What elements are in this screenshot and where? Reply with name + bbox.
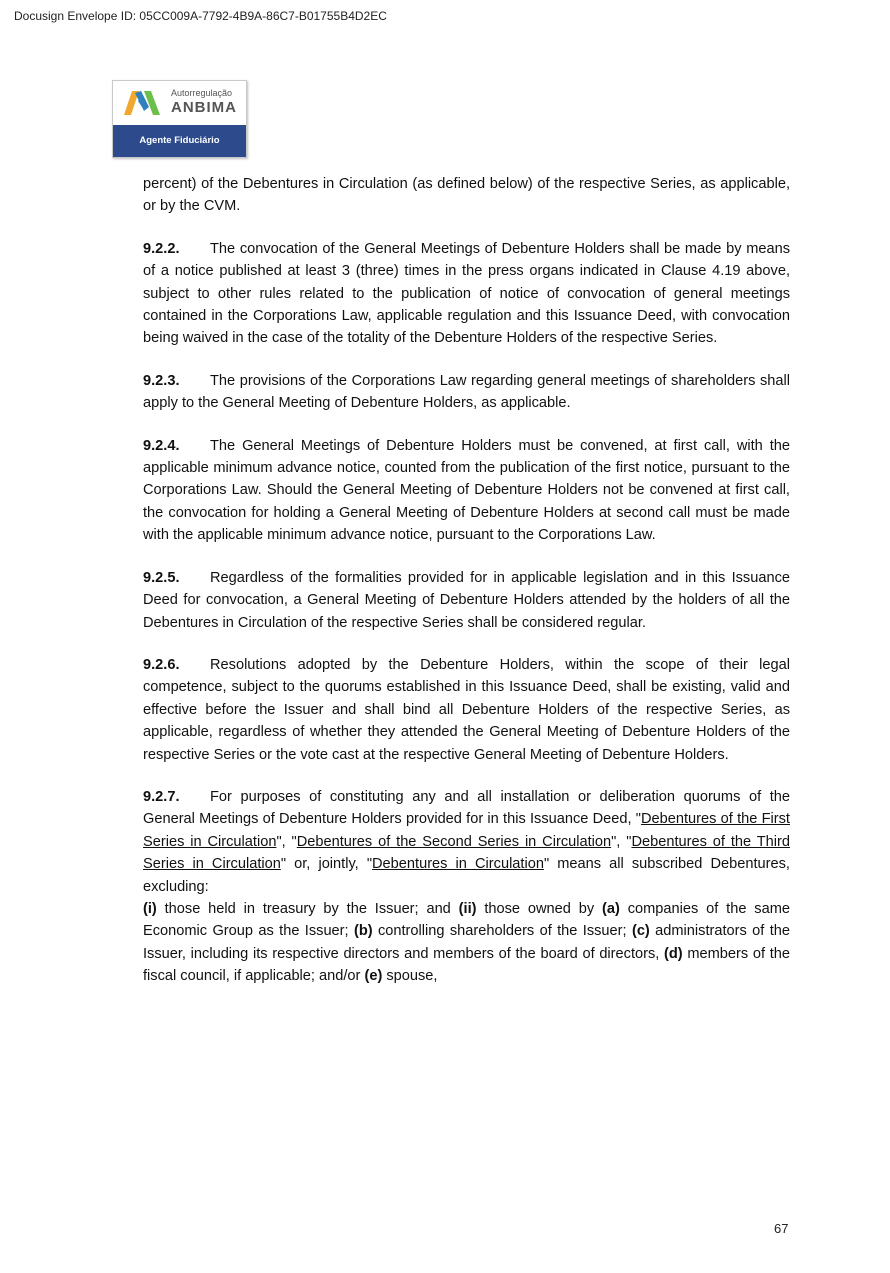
clause-9-2-4 xyxy=(143,435,790,547)
exclusion-list xyxy=(143,898,790,988)
clause-text: ", " xyxy=(276,833,297,850)
clause-9-2-7 xyxy=(143,786,790,898)
clause-number: 9.2.7. xyxy=(143,788,180,805)
clause-text: Resolutions adopted by the Debenture Holders, within the scope of their legal competence, subject to the quorums established in this Issuance Deed, shall be existing, valid and effective before the Issuer and shall bind all Debenture Holders of the respective Series, as applicable, regardless of whether they attended the General Meeting of Debenture Holders of the respective Series or the vote cast at the respective General Meeting of Debenture Holders. xyxy=(143,656,790,763)
item-text: administrators of the Issuer, including its respective directors and members of the board of directors, xyxy=(143,923,790,962)
defined-term: Debentures of the First Series in Circulation xyxy=(143,811,790,850)
logo-banner: Agente Fiduciário xyxy=(113,125,246,157)
item-text: members of the fiscal council, if applicable; and/or xyxy=(143,945,790,985)
defined-term: Debentures of the Second Series in Circulation xyxy=(296,833,612,850)
document-body xyxy=(143,173,790,1008)
item-text: those owned by xyxy=(476,900,603,917)
page-number: 67 xyxy=(774,1221,789,1236)
defined-term: Debentures of the Third Series in Circulation xyxy=(143,833,790,873)
logo-subtitle: Autorregulação xyxy=(171,88,233,98)
item-text: companies of the same Economic Group as the Issuer; xyxy=(143,900,790,940)
docusign-envelope-id: Docusign Envelope ID: 05CC009A-7792-4B9A-86C7-B01755B4D2EC xyxy=(14,9,387,23)
item-label: (c) xyxy=(631,923,650,940)
clause-9-2-2 xyxy=(143,238,790,350)
clause-text: The convocation of the General Meetings of Debenture Holders shall be made by means of a notice published at least 3 (three) times in the press organs indicated in Clause 4.19 above, subject to other rules related to the publication of notice of convocation of general meetings contained in the Corporations Law, applicable regulation and this Issuance Deed, with convocation being waived in the case of the totality of the Debenture Holders of the respective Series. xyxy=(143,240,790,347)
item-label: (e) xyxy=(364,968,383,985)
item-label: (ii) xyxy=(458,900,477,917)
clause-text: " or, jointly, " xyxy=(280,856,373,873)
clause-text: Regardless of the formalities provided for in applicable legislation and in this Issuance Deed for convocation, a General Meeting of Debenture Holders attended by the holders of all the Debentures in Circulation of the respective Series shall be considered regular. xyxy=(143,569,790,631)
clause-text: The provisions of the Corporations Law regarding general meetings of shareholders shall apply to the General Meeting of Debenture Holders, as applicable. xyxy=(143,372,790,412)
clause-text: The General Meetings of Debenture Holders must be convened, at first call, with the applicable minimum advance notice, counted from the publication of the first notice, pursuant to the Corporations Law. Should the General Meeting of Debenture Holders not be convened at first call, the convocation for holding a General Meeting of Debenture Holders at second call must be made with the applicable minimum advance notice, pursuant to the Corporations Law. xyxy=(143,437,790,544)
clause-number: 9.2.3. xyxy=(143,372,180,389)
clause-number: 9.2.4. xyxy=(143,437,180,454)
item-label: (b) xyxy=(353,923,373,940)
lead-paragraph: percent) of the Debentures in Circulation (as defined below) of the respective Series, as applicable, or by the CVM. xyxy=(143,176,790,215)
clause-9-2-5 xyxy=(143,567,790,634)
item-label: (a) xyxy=(602,900,620,917)
logo-top xyxy=(113,81,246,125)
clause-9-2-3 xyxy=(143,370,790,415)
clause-number: 9.2.2. xyxy=(143,240,180,257)
clause-text: " means all subscribed Debentures, excluding: xyxy=(143,856,790,895)
item-text: those held in treasury by the Issuer; and xyxy=(156,900,459,917)
item-label: (i) xyxy=(143,900,157,917)
clause-number: 9.2.6. xyxy=(143,656,180,673)
anbima-mark-icon xyxy=(122,89,162,117)
item-text: spouse, xyxy=(382,968,438,985)
clause-9-2-6 xyxy=(143,654,790,766)
clause-text: ", " xyxy=(611,833,632,850)
defined-term: Debentures in Circulation xyxy=(372,856,544,873)
anbima-logo xyxy=(112,80,247,158)
clause-text: For purposes of constituting any and all installation or deliberation quorums of the General Meetings of Debenture Holders provided for in this Issuance Deed, " xyxy=(143,788,790,828)
item-label: (d) xyxy=(664,945,683,962)
item-text: controlling shareholders of the Issuer; xyxy=(372,923,632,940)
logo-title: ANBIMA xyxy=(171,99,237,116)
clause-number: 9.2.5. xyxy=(143,569,180,586)
